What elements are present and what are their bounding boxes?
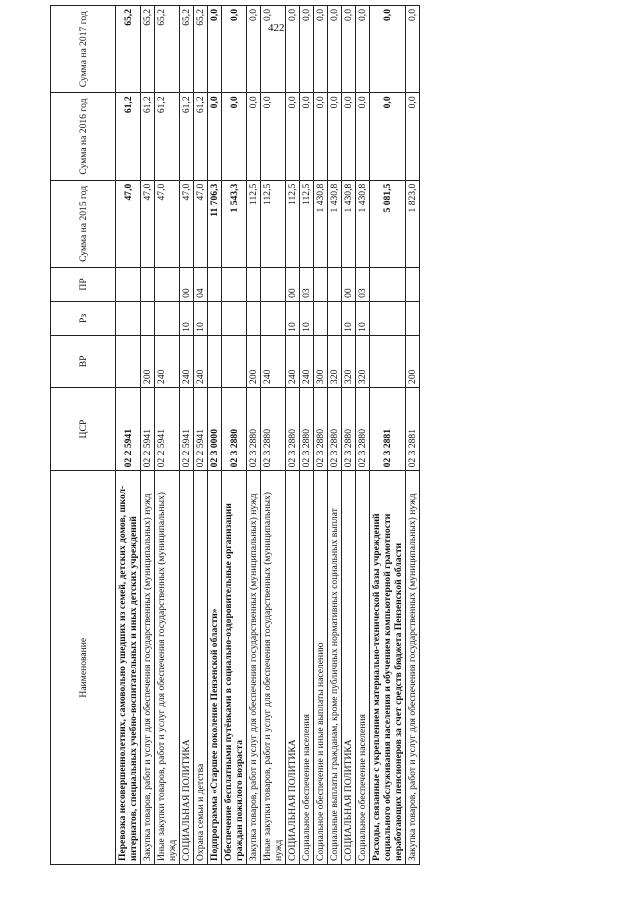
cell-name: Расходы, связанные с укреплением материально-технической базы учреждений социального обслуживания населения и обучением компьютерной грамотности неработающих пенсионеров за счет средств бюджета Пензенской области: [370, 471, 406, 865]
cell-name: Социальное обеспечение и иные выплаты населению: [314, 471, 328, 865]
cell-csr: 02 3 2880: [286, 387, 300, 470]
cell-vr: 320: [356, 335, 370, 387]
table-row: [261, 6, 286, 865]
cell-sum-2015: 112,5: [300, 180, 314, 267]
cell-sum-2017: 65,2: [194, 6, 208, 93]
cell-csr: 02 3 2881: [406, 387, 420, 470]
cell-rz: [314, 301, 328, 335]
cell-sum-2017: 0,0: [300, 6, 314, 93]
table-row: [286, 6, 300, 865]
cell-csr: 02 3 2880: [342, 387, 356, 470]
cell-pr: 03: [300, 268, 314, 302]
cell-rz: 10: [356, 301, 370, 335]
cell-pr: 03: [356, 268, 370, 302]
table-row: [222, 6, 247, 865]
table-row: [328, 6, 342, 865]
cell-rz: [155, 301, 180, 335]
cell-csr: 02 3 2880: [300, 387, 314, 470]
cell-csr: 02 2 5941: [116, 387, 141, 470]
cell-sum-2017: 65,2: [180, 6, 194, 93]
cell-vr: [370, 335, 406, 387]
cell-sum-2015: 1 430,8: [314, 180, 328, 267]
table-row: [155, 6, 180, 865]
cell-sum-2017: 65,2: [141, 6, 155, 93]
cell-pr: [222, 268, 247, 302]
cell-rz: [141, 301, 155, 335]
cell-name: Закупка товаров, работ и услуг для обеспечения государственных (муниципальных) нужд: [247, 471, 261, 865]
cell-csr: 02 2 5941: [141, 387, 155, 470]
header-name: Наименование: [51, 471, 116, 865]
header-rz: Рз: [51, 301, 116, 335]
cell-sum-2016: 61,2: [180, 93, 194, 180]
cell-sum-2016: 0,0: [314, 93, 328, 180]
cell-sum-2016: 61,2: [116, 93, 141, 180]
cell-sum-2017: 0,0: [286, 6, 300, 93]
budget-sheet: [50, 5, 590, 865]
cell-rz: [328, 301, 342, 335]
table-header-row: [51, 6, 116, 865]
page-number: 422: [268, 22, 285, 34]
table-row: [208, 6, 222, 865]
table-row: [342, 6, 356, 865]
table-row: [300, 6, 314, 865]
cell-name: Социальные выплаты гражданам, кроме публичных нормативных социальных выплат: [328, 471, 342, 865]
cell-sum-2016: 0,0: [208, 93, 222, 180]
cell-pr: [247, 268, 261, 302]
table-row: [141, 6, 155, 865]
header-pr: ПР: [51, 268, 116, 302]
table-row: [194, 6, 208, 865]
cell-pr: 00: [180, 268, 194, 302]
cell-vr: 200: [141, 335, 155, 387]
cell-vr: 320: [328, 335, 342, 387]
cell-name: СОЦИАЛЬНАЯ ПОЛИТИКА: [286, 471, 300, 865]
cell-rz: 10: [342, 301, 356, 335]
cell-csr: 02 2 5941: [194, 387, 208, 470]
header-sum-2016: Сумма на 2016 год: [51, 93, 116, 180]
cell-vr: 240: [194, 335, 208, 387]
cell-rz: 10: [300, 301, 314, 335]
cell-sum-2017: 0,0: [208, 6, 222, 93]
cell-sum-2015: 1 543,3: [222, 180, 247, 267]
cell-sum-2015: 112,5: [247, 180, 261, 267]
cell-vr: 320: [342, 335, 356, 387]
cell-name: Социальное обеспечение населения: [356, 471, 370, 865]
cell-rz: 10: [180, 301, 194, 335]
header-vr: ВР: [51, 335, 116, 387]
cell-pr: [328, 268, 342, 302]
cell-pr: [208, 268, 222, 302]
cell-rz: 10: [194, 301, 208, 335]
cell-sum-2017: 0,0: [314, 6, 328, 93]
cell-vr: 240: [261, 335, 286, 387]
cell-vr: 240: [286, 335, 300, 387]
cell-pr: [155, 268, 180, 302]
cell-name: Охрана семьи и детства: [194, 471, 208, 865]
cell-csr: 02 3 2880: [328, 387, 342, 470]
cell-pr: 04: [194, 268, 208, 302]
cell-sum-2017: 0,0: [328, 6, 342, 93]
cell-sum-2017: 65,2: [116, 6, 141, 93]
cell-sum-2015: 1 823,0: [406, 180, 420, 267]
cell-sum-2015: 47,0: [141, 180, 155, 267]
cell-rz: [406, 301, 420, 335]
cell-rz: [116, 301, 141, 335]
cell-sum-2016: 0,0: [342, 93, 356, 180]
cell-sum-2015: 112,5: [261, 180, 286, 267]
cell-name: Закупка товаров, работ и услуг для обеспечения государственных (муниципальных) нужд: [406, 471, 420, 865]
cell-name: СОЦИАЛЬНАЯ ПОЛИТИКА: [180, 471, 194, 865]
cell-sum-2015: 5 081,5: [370, 180, 406, 267]
cell-name: Иные закупки товаров, работ и услуг для обеспечения государственных (муниципальных) нужд: [261, 471, 286, 865]
cell-sum-2017: 0,0: [370, 6, 406, 93]
cell-sum-2017: 0,0: [261, 6, 286, 93]
table-row: [247, 6, 261, 865]
cell-sum-2017: 65,2: [155, 6, 180, 93]
cell-rz: [208, 301, 222, 335]
cell-vr: [208, 335, 222, 387]
table-row: [314, 6, 328, 865]
cell-sum-2017: 0,0: [406, 6, 420, 93]
cell-csr: 02 3 2880: [247, 387, 261, 470]
cell-sum-2016: 0,0: [286, 93, 300, 180]
cell-sum-2017: 0,0: [356, 6, 370, 93]
cell-pr: [314, 268, 328, 302]
table-row: [406, 6, 420, 865]
cell-name: Иные закупки товаров, работ и услуг для обеспечения государственных (муниципальных) нужд: [155, 471, 180, 865]
cell-csr: 02 3 2880: [356, 387, 370, 470]
cell-name: СОЦИАЛЬНАЯ ПОЛИТИКА: [342, 471, 356, 865]
cell-csr: 02 2 5941: [180, 387, 194, 470]
cell-pr: 00: [286, 268, 300, 302]
cell-csr: 02 3 2880: [261, 387, 286, 470]
cell-sum-2016: 0,0: [261, 93, 286, 180]
cell-pr: [141, 268, 155, 302]
cell-sum-2015: 47,0: [116, 180, 141, 267]
cell-rz: [261, 301, 286, 335]
cell-sum-2015: 1 430,8: [328, 180, 342, 267]
cell-sum-2016: 61,2: [141, 93, 155, 180]
cell-csr: 02 3 2880: [222, 387, 247, 470]
cell-sum-2015: 112,5: [286, 180, 300, 267]
cell-vr: 200: [247, 335, 261, 387]
header-sum-2015: Сумма на 2015 год: [51, 180, 116, 267]
cell-sum-2017: 0,0: [222, 6, 247, 93]
cell-name: Подпрограмма «Старшее поколение Пензенской области»: [208, 471, 222, 865]
cell-rz: [222, 301, 247, 335]
cell-sum-2016: 0,0: [222, 93, 247, 180]
cell-vr: [116, 335, 141, 387]
cell-sum-2017: 0,0: [342, 6, 356, 93]
cell-sum-2017: 0,0: [247, 6, 261, 93]
cell-sum-2016: 0,0: [356, 93, 370, 180]
cell-vr: [222, 335, 247, 387]
cell-sum-2016: 0,0: [300, 93, 314, 180]
table-row: [370, 6, 406, 865]
header-csr: ЦСР: [51, 387, 116, 470]
cell-pr: [116, 268, 141, 302]
cell-name: Социальное обеспечение населения: [300, 471, 314, 865]
cell-pr: 00: [342, 268, 356, 302]
cell-vr: 200: [406, 335, 420, 387]
cell-sum-2015: 47,0: [194, 180, 208, 267]
cell-sum-2015: 47,0: [155, 180, 180, 267]
cell-csr: 02 3 0000: [208, 387, 222, 470]
budget-table: [50, 5, 420, 865]
cell-vr: 240: [300, 335, 314, 387]
cell-sum-2016: 0,0: [247, 93, 261, 180]
cell-pr: [370, 268, 406, 302]
table-row: [116, 6, 141, 865]
cell-sum-2016: 61,2: [194, 93, 208, 180]
table-body: [116, 6, 420, 865]
cell-csr: 02 3 2880: [314, 387, 328, 470]
cell-sum-2016: 0,0: [328, 93, 342, 180]
cell-pr: [261, 268, 286, 302]
header-sum-2017: Сумма на 2017 год: [51, 6, 116, 93]
table-row: [356, 6, 370, 865]
cell-sum-2016: 61,2: [155, 93, 180, 180]
cell-vr: 240: [180, 335, 194, 387]
table-row: [180, 6, 194, 865]
cell-vr: 240: [155, 335, 180, 387]
cell-vr: 300: [314, 335, 328, 387]
cell-sum-2015: 11 706,3: [208, 180, 222, 267]
cell-csr: 02 3 2881: [370, 387, 406, 470]
cell-sum-2015: 1 430,8: [356, 180, 370, 267]
cell-pr: [406, 268, 420, 302]
cell-name: Закупка товаров, работ и услуг для обеспечения государственных (муниципальных) нужд: [141, 471, 155, 865]
cell-name: Обеспечение бесплатными путёвками в социально-оздоровительные организации граждан пожилого возраста: [222, 471, 247, 865]
cell-rz: [247, 301, 261, 335]
cell-sum-2015: 1 430,8: [342, 180, 356, 267]
cell-csr: 02 2 5941: [155, 387, 180, 470]
cell-rz: [370, 301, 406, 335]
cell-sum-2016: 0,0: [406, 93, 420, 180]
cell-sum-2015: 47,0: [180, 180, 194, 267]
cell-name: Перевозка несовершеннолетних, самовольно ушедших из семей, детских домов, школ-интернатов, специальных учебно-воспитательных и иных детских учреждений: [116, 471, 141, 865]
cell-rz: 10: [286, 301, 300, 335]
cell-sum-2016: 0,0: [370, 93, 406, 180]
